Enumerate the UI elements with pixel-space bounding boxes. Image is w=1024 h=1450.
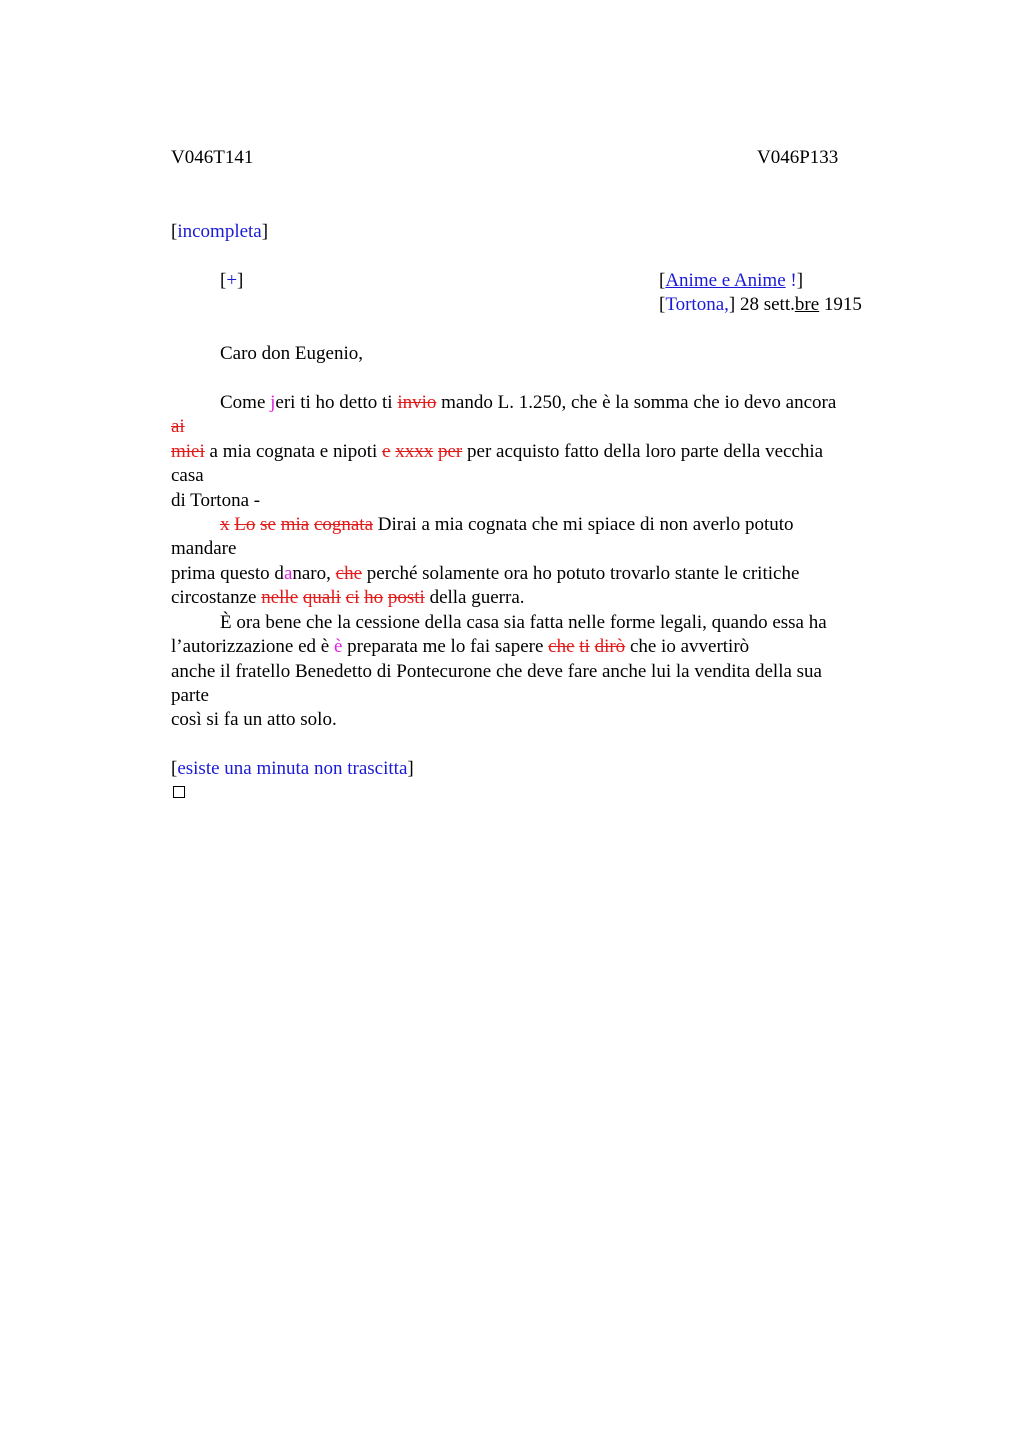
p2-line2: mandare — [171, 538, 237, 559]
status-note: [incompleta] — [171, 221, 269, 242]
deleted-word: Lo — [234, 514, 256, 535]
p1-line4: casa — [171, 465, 204, 486]
deleted-word: quali — [302, 587, 341, 608]
cross-mark: [+] — [220, 270, 244, 291]
inserted-letter: j — [270, 392, 276, 413]
p2-line4: circostanze nelle quali ci ho posti della guerra. — [171, 587, 525, 608]
p1-line1: Come jeri ti ho detto ti invio mando L. 1.250, che è la somma che io devo ancora — [220, 392, 837, 413]
deleted-word: dirò — [594, 636, 626, 657]
status-note-text: incompleta — [177, 221, 262, 242]
deleted-word: invio — [397, 392, 437, 413]
title-note: [Anime e Anime !] — [659, 270, 804, 291]
title-link[interactable]: Anime e Anime — [665, 270, 786, 291]
p3-line5: così si fa un atto solo. — [171, 709, 337, 730]
deleted-word: che — [548, 636, 575, 657]
p1-line5: di Tortona - — [171, 490, 261, 511]
end-note: [esiste una minuta non trascitta] — [171, 758, 414, 779]
inserted-letter: a — [283, 563, 293, 584]
greeting: Caro don Eugenio, — [220, 343, 364, 364]
date-line: [Tortona,] 28 sett.bre 1915 — [659, 294, 862, 315]
p2-line1: x Lo se mia cognata Dirai a mia cognata che mi spiace di non averlo potuto — [220, 514, 794, 535]
p3-line1: È ora bene che la cessione della casa sia fatta nelle forme legali, quando essa ha — [220, 612, 827, 633]
place-name: Tortona, — [665, 294, 729, 315]
p1-line3: miei a mia cognata e nipoti e xxxx per per acquisto fatto della loro parte della vecchia — [171, 441, 824, 462]
deleted-word: ci — [345, 587, 360, 608]
document-code-right: V046P133 — [757, 147, 839, 168]
deleted-word: che — [335, 563, 363, 584]
deleted-word: x — [220, 514, 230, 535]
p3-line3: anche il fratello Benedetto di Pontecurone che deve fare anche lui la vendita della sua — [171, 661, 822, 682]
p3-line2: l’autorizzazione ed è è preparata me lo fai sapere che ti dirò che io avvertirò — [171, 636, 750, 657]
deleted-word: cognata — [313, 514, 374, 535]
deleted-word: ti — [579, 636, 590, 657]
deleted-word: posti — [387, 587, 425, 608]
p2-line3: prima questo danaro, che perché solamente ora ho potuto trovarlo stante le critiche — [171, 563, 800, 584]
end-of-document-box-icon — [173, 786, 185, 798]
deleted-word: ai — [171, 416, 185, 437]
deleted-word: se — [260, 514, 276, 535]
deleted-word: per — [438, 441, 463, 462]
deleted-word: mia — [280, 514, 310, 535]
date-year: 1915 — [823, 294, 862, 315]
deleted-word: xxxx — [395, 441, 434, 462]
end-note-text: esiste una minuta non trascitta — [177, 758, 408, 779]
deleted-word: ho — [364, 587, 384, 608]
date-superscript: bre — [794, 294, 820, 315]
document-code-left: V046T141 — [171, 147, 254, 168]
deleted-word: miei — [171, 441, 205, 462]
deleted-word: nelle — [261, 587, 299, 608]
p3-line4: parte — [171, 685, 209, 706]
title-exclamation: ! — [790, 270, 797, 291]
inserted-letter: è — [333, 636, 343, 657]
p1-line2 — [171, 415, 185, 439]
cross-mark-text: + — [226, 270, 238, 291]
date-text: 28 sett. — [739, 294, 795, 315]
deleted-word: e — [382, 441, 391, 462]
